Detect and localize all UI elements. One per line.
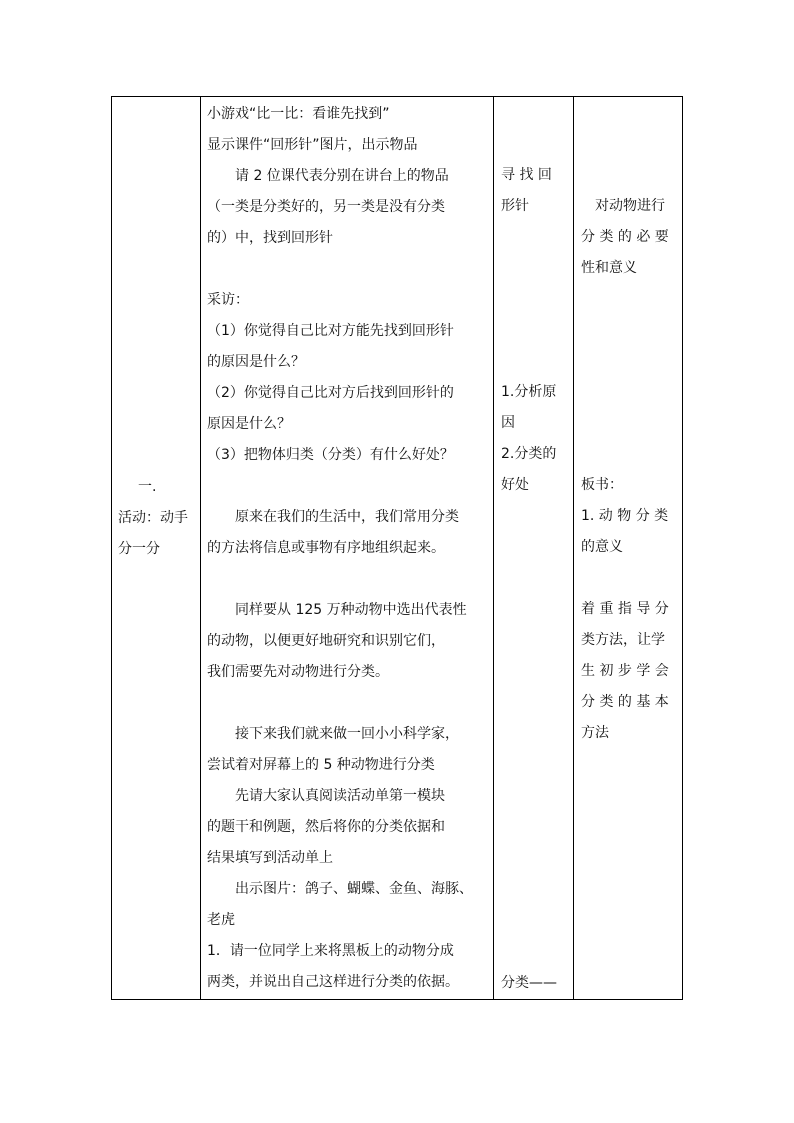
text-line: 的方法将信息或事物有序地组织起来。	[207, 540, 445, 556]
text-line: 性和意义	[581, 260, 637, 276]
text-line: 好处	[501, 477, 529, 493]
text-line: 形针	[501, 198, 529, 214]
question-line: （3）把物体归类（分类）有什么好处？	[207, 447, 454, 463]
text-line: 寻 找 回	[501, 167, 552, 183]
question-line: （1）你觉得自己比对方能先找到回形针	[207, 323, 454, 339]
text-line: 2.分类的	[501, 446, 557, 462]
text-line: 1. 动 物 分 类	[581, 508, 669, 524]
text-line: 的动物，以便更好地研究和识别它们，	[207, 633, 445, 649]
question-line: （2）你觉得自己比对方后找到回形针的	[207, 385, 454, 401]
text-line: 的意义	[581, 539, 623, 555]
text-line: 同样要从 125 万种动物中选出代表性	[235, 602, 467, 618]
text-line: 分 类 的 必 要	[581, 229, 669, 245]
section-number: 一.	[138, 479, 157, 495]
text-line: 因	[501, 415, 515, 431]
text-line: 出示图片：鸽子、蝴蝶、金鱼、海豚、	[235, 881, 473, 897]
text-line: 生 初 步 学 会	[581, 663, 669, 679]
text-line: 的）中，找到回形针	[207, 230, 333, 246]
text-line: 原来在我们的生活中，我们常用分类	[235, 509, 459, 525]
text-line: 结果填写到活动单上	[207, 850, 333, 866]
teaching-process-cell	[201, 97, 493, 999]
text-line: 分 类 的 基 本	[581, 694, 669, 710]
text-line: 先请大家认真阅读活动单第一模块	[235, 788, 445, 804]
text-line: 的题干和例题，然后将你的分类依据和	[207, 819, 445, 835]
game-title: 小游戏“比一比：看谁先找到”	[207, 106, 390, 122]
text-line: 我们需要先对动物进行分类。	[207, 664, 389, 680]
text-line: 对动物进行	[595, 198, 665, 214]
activity-title-line: 活动：动手	[118, 510, 188, 526]
interview-label: 采访：	[207, 292, 249, 308]
stage-cell	[112, 97, 200, 999]
text-line: 尝试着对屏幕上的 5 种动物进行分类	[207, 757, 435, 773]
text-line: 接下来我们就来做一回小小科学家，	[235, 726, 459, 742]
text-line: 1.分析原	[501, 384, 557, 400]
text-line: （一类是分类好的，另一类是没有分类	[207, 199, 445, 215]
text-line: 1．请一位同学上来将黑板上的动物分成	[207, 943, 454, 959]
text-line: 请 2 位课代表分别在讲台上的物品	[235, 168, 449, 184]
activity-title-line: 分一分	[118, 541, 160, 557]
text-line: 方法	[581, 725, 609, 741]
text-line: 老虎	[207, 912, 235, 928]
question-line: 原因是什么？	[207, 416, 291, 432]
question-line: 的原因是什么？	[207, 354, 305, 370]
lesson-plan-table	[111, 96, 683, 1000]
design-intent-cell	[574, 97, 684, 999]
board-label: 板书：	[581, 477, 623, 493]
text-line: 分类——	[501, 975, 557, 991]
text-line: 两类，并说出自己这样进行分类的依据。	[207, 974, 459, 990]
student-activity-cell	[494, 97, 573, 999]
text-line: 着 重 指 导 分	[581, 601, 669, 617]
text-line: 类方法，让学	[581, 632, 665, 648]
courseware-note: 显示课件“回形针”图片，出示物品	[207, 137, 418, 153]
